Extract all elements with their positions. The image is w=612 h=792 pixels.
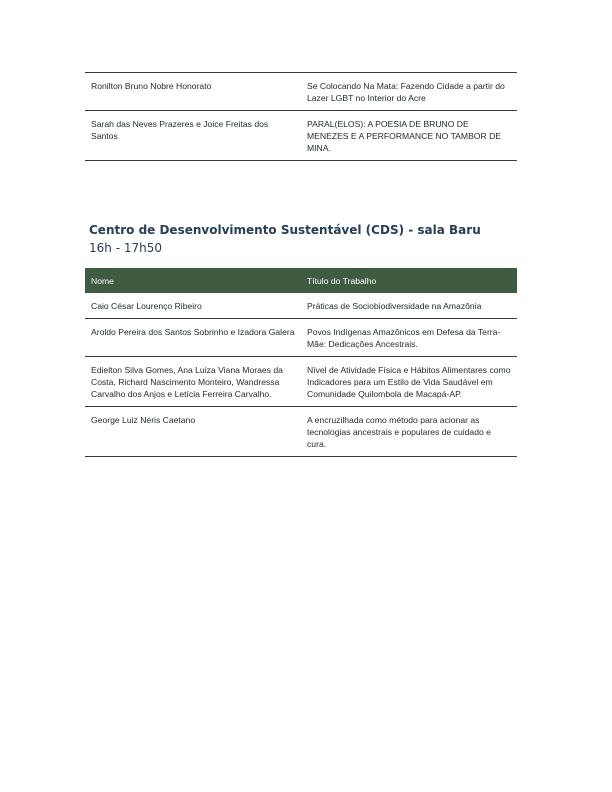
section-time: 16h - 17h50 [89,241,162,255]
table-header-row [85,268,517,293]
presenter-name: Sarah das Neves Prazeres e Joice Freitas dos Santos [85,111,301,161]
work-title: Práticas de Sociobiodiversidade na Amazônia [301,293,517,319]
section-title: Centro de Desenvolvimento Sustentável (CDS) - sala Baru [89,223,481,237]
work-title: Se Colocando Na Mata: Fazendo Cidade a partir do Lazer LGBT no Interior do Acre [301,73,517,111]
work-title: A encruzilhada como método para acionar as tecnologias ancestrais e populares de cuidado e cura. [301,407,517,457]
presenter-name: Caio César Lourenço Ribeiro [85,293,301,319]
column-header-title: Título do Trabalho [301,268,517,293]
table-row [85,319,517,357]
presenter-name: George Luiz Néris Caetano [85,407,301,457]
work-title: PARAL(ELOS): A POESIA DE BRUNO DE MENEZES E A PERFORMANCE NO TAMBOR DE MINA. [301,111,517,161]
presentations-table-cds [85,268,517,457]
table-row [85,111,517,161]
work-title: Povos Indígenas Amazônicos em Defesa da Terra-Mãe: Dedicações Ancestrais. [301,319,517,357]
table-row [85,357,517,407]
presenter-name: Edielton Silva Gomes, Ana Luiza Viana Moraes da Costa, Richard Nascimento Monteiro, Wandressa Carvalho dos Anjos e Letícia Ferreira Carvalho. [85,357,301,407]
presentations-table-previous [85,72,517,161]
table-row [85,293,517,319]
presenter-name: Aroldo Pereira dos Santos Sobrinho e Izadora Galera [85,319,301,357]
column-header-name: Nome [85,268,301,293]
presenter-name: Ronilton Bruno Nobre Honorato [85,73,301,111]
table-row [85,407,517,457]
work-title: Nível de Atividade Física e Hábitos Alimentares como Indicadores para um Estilo de Vida Saudável em Comunidade Quilombola de Macapá-AP. [301,357,517,407]
table-row [85,73,517,111]
